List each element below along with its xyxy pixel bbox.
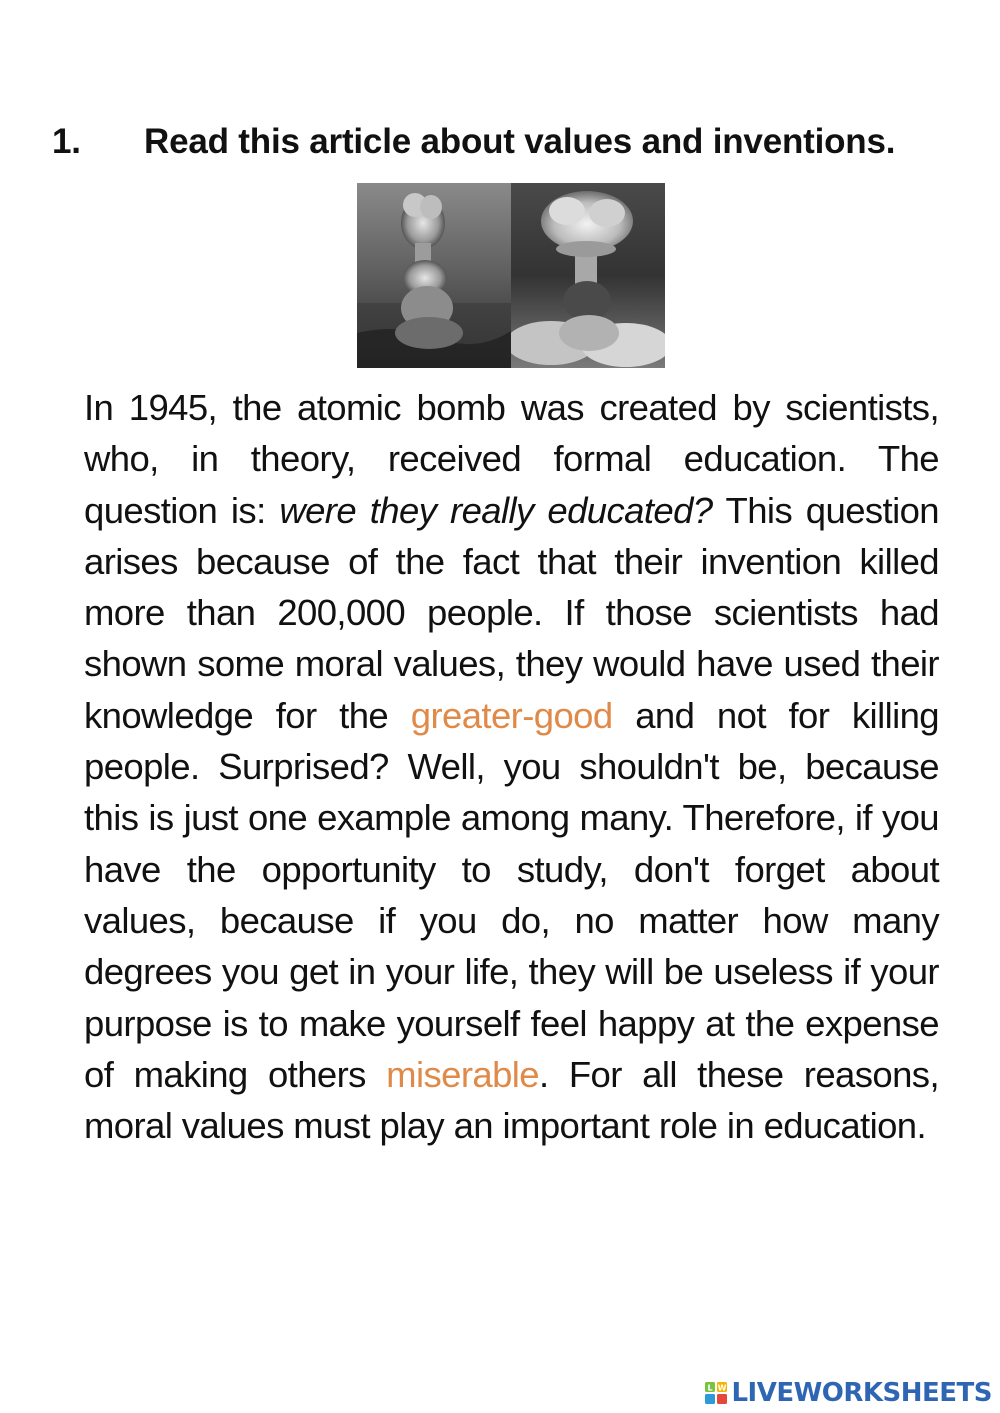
liveworksheets-logo-icon: [704, 1381, 728, 1405]
mushroom-cloud-photo-left: [357, 183, 511, 368]
article-text-part3: and not for killing people. Surprised? Well, you shouldn't be, because this is just one example among many. Therefore, if you have the opportunity to study, don't forget about values, because if you do, no matter how many degrees you get in your life, they will be useless if your purpose is to make yourself feel happy at the expense of making others: [84, 694, 939, 1095]
liveworksheets-brand: [704, 1378, 992, 1408]
article-italic-question: were they really educated?: [279, 489, 713, 531]
exercise-heading: [52, 122, 895, 162]
exercise-number: 1.: [52, 122, 81, 161]
highlight-greater-good: greater-good: [410, 694, 613, 736]
article-photos: [357, 183, 665, 368]
article-body: [84, 382, 939, 1151]
exercise-instruction: Read this article about values and inventions.: [144, 122, 896, 161]
article-text-part1: In 1945, the atomic bomb was created by scientists, who, in theory, received formal education. The question is:: [84, 387, 939, 531]
article-text-part2: This question arises because of the fact that their invention killed more than 200,000 people. If those scientists had shown some moral values, they would have used their knowledge for the: [84, 489, 939, 736]
highlight-miserable: miserable: [386, 1053, 539, 1095]
brand-name: LIVEWORKSHEETS: [731, 1378, 992, 1408]
article-text-part4: . For all these reasons, moral values must play an important role in education.: [84, 1053, 940, 1147]
mushroom-cloud-photo-right: [511, 183, 665, 368]
svg-text:W: W: [718, 1383, 727, 1393]
svg-text:L: L: [707, 1383, 714, 1393]
